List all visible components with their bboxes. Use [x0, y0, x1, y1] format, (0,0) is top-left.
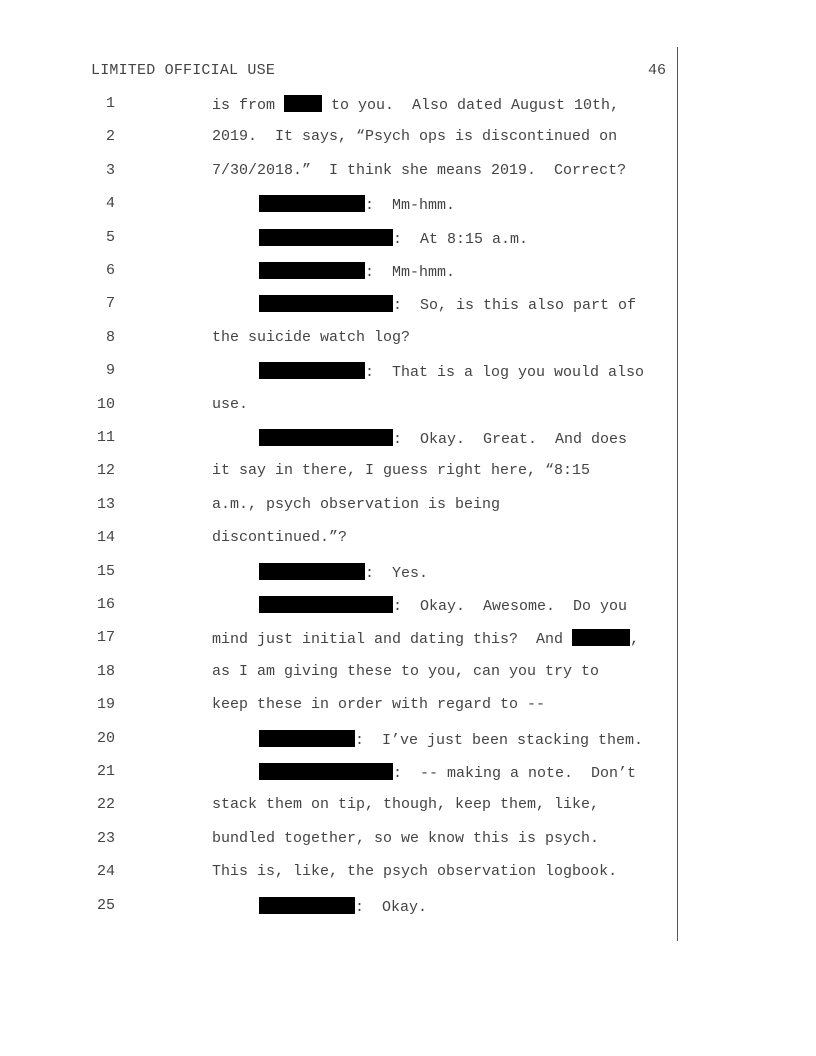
transcript-line [0, 396, 816, 416]
text-segment: keep these in order with regard to -- [212, 696, 546, 714]
line-number: 24 [96, 863, 115, 881]
transcript-line [0, 863, 816, 883]
redaction-box [259, 195, 365, 212]
redaction-box [259, 563, 365, 580]
line-number: 11 [96, 429, 115, 446]
line-number: 10 [96, 395, 115, 413]
page-number: 46 [648, 62, 667, 79]
page-header-classification: LIMITED OFFICIAL USE [91, 62, 276, 79]
text-segment: : Yes. [365, 564, 429, 582]
line-number: 2 [105, 128, 115, 146]
transcript-line [0, 897, 816, 917]
line-text [212, 796, 599, 813]
line-text [212, 629, 639, 648]
line-text [259, 295, 636, 314]
line-text [259, 262, 455, 281]
transcript-line [0, 362, 816, 382]
text-segment: stack them on tip, though, keep them, like, [212, 796, 600, 814]
line-text [259, 429, 627, 448]
text-segment: the suicide watch log? [212, 328, 411, 346]
transcript-line [0, 496, 816, 516]
redaction-box [259, 262, 365, 279]
line-number: 3 [105, 161, 115, 179]
line-text [212, 830, 599, 847]
transcript-line [0, 663, 816, 683]
redaction-box [259, 897, 355, 914]
line-number: 14 [96, 529, 115, 547]
line-number: 12 [96, 462, 115, 480]
redaction-box [259, 229, 393, 246]
text-segment: : -- making a note. Don’t [393, 765, 637, 782]
line-number: 1 [105, 95, 115, 112]
line-number: 19 [96, 696, 115, 714]
text-segment: : Mm-hmm. [365, 264, 456, 281]
text-segment: is from [212, 97, 285, 114]
transcript-line [0, 262, 816, 282]
line-text [259, 763, 636, 782]
line-number: 25 [96, 896, 115, 914]
line-text [212, 696, 545, 713]
line-number: 8 [105, 328, 115, 346]
line-number: 20 [96, 729, 115, 747]
line-number: 5 [105, 228, 115, 246]
transcript-line [0, 830, 816, 850]
line-number: 23 [96, 829, 115, 847]
line-number: 13 [96, 495, 115, 513]
text-segment: : That is a log you would also [365, 364, 645, 382]
line-text [212, 329, 410, 346]
text-segment: bundled together, so we know this is psych. [212, 829, 600, 847]
text-segment: , [630, 631, 640, 649]
line-number: 7 [105, 295, 115, 313]
transcript-line [0, 629, 816, 649]
text-segment: : Mm-hmm. [365, 197, 456, 215]
line-number: 17 [96, 629, 115, 647]
text-segment: a.m., psych observation is being [212, 495, 501, 513]
redaction-box [259, 295, 393, 312]
text-segment: This is, like, the psych observation logbook. [212, 863, 618, 881]
text-segment: : So, is this also part of [393, 297, 637, 315]
transcript-line [0, 529, 816, 549]
transcript-line [0, 429, 816, 449]
redaction-box [259, 596, 393, 613]
transcript-line [0, 162, 816, 182]
line-text [212, 396, 248, 413]
text-segment: 2019. It says, “Psych ops is discontinued on [212, 128, 618, 146]
redaction-box [284, 95, 322, 112]
transcript-line [0, 329, 816, 349]
text-segment: : Okay. Great. And does [393, 431, 628, 448]
transcript-line [0, 195, 816, 215]
transcript-line [0, 462, 816, 482]
redaction-box [259, 730, 355, 747]
transcript-line [0, 128, 816, 148]
line-number: 6 [105, 262, 115, 279]
text-segment: : Okay. [355, 898, 428, 916]
line-text [259, 897, 427, 916]
text-segment: : At 8:15 a.m. [393, 230, 529, 248]
line-text [212, 663, 599, 680]
line-text [259, 362, 644, 381]
line-text [259, 195, 455, 214]
text-segment: it say in there, I guess right here, “8:15 [212, 462, 591, 480]
text-segment: : Okay. Awesome. Do you [393, 598, 628, 615]
line-text [259, 563, 428, 582]
line-text [212, 496, 500, 513]
text-segment: : I’ve just been stacking them. [355, 731, 644, 749]
line-text [212, 128, 617, 145]
line-text [212, 162, 626, 179]
line-text [259, 596, 627, 615]
line-text [259, 229, 528, 248]
transcript-line [0, 796, 816, 816]
transcript-line [0, 95, 816, 115]
text-segment: as I am giving these to you, can you try to [212, 662, 600, 680]
line-number: 9 [105, 362, 115, 380]
line-number: 15 [96, 562, 115, 580]
line-text [212, 863, 617, 880]
redaction-box [259, 429, 393, 446]
line-text [212, 95, 619, 114]
text-segment: mind just initial and dating this? And [212, 631, 573, 649]
transcript-line [0, 696, 816, 716]
line-text [259, 730, 643, 749]
text-segment: discontinued.”? [212, 529, 348, 547]
transcript-line [0, 229, 816, 249]
line-number: 4 [105, 195, 115, 213]
text-segment: 7/30/2018.” I think she means 2019. Correct? [212, 161, 627, 179]
line-number: 21 [96, 763, 115, 780]
redaction-box [572, 629, 630, 646]
transcript-line [0, 295, 816, 315]
text-segment: to you. Also dated August 10th, [322, 97, 620, 114]
transcript-line [0, 563, 816, 583]
line-text [212, 462, 590, 479]
line-number: 18 [96, 662, 115, 680]
redaction-box [259, 362, 365, 379]
line-number: 22 [96, 796, 115, 814]
text-segment: use. [212, 395, 249, 413]
redaction-box [259, 763, 393, 780]
transcript-line [0, 763, 816, 783]
transcript-line [0, 596, 816, 616]
line-number: 16 [96, 596, 115, 613]
line-text [212, 529, 347, 546]
transcript-line [0, 730, 816, 750]
